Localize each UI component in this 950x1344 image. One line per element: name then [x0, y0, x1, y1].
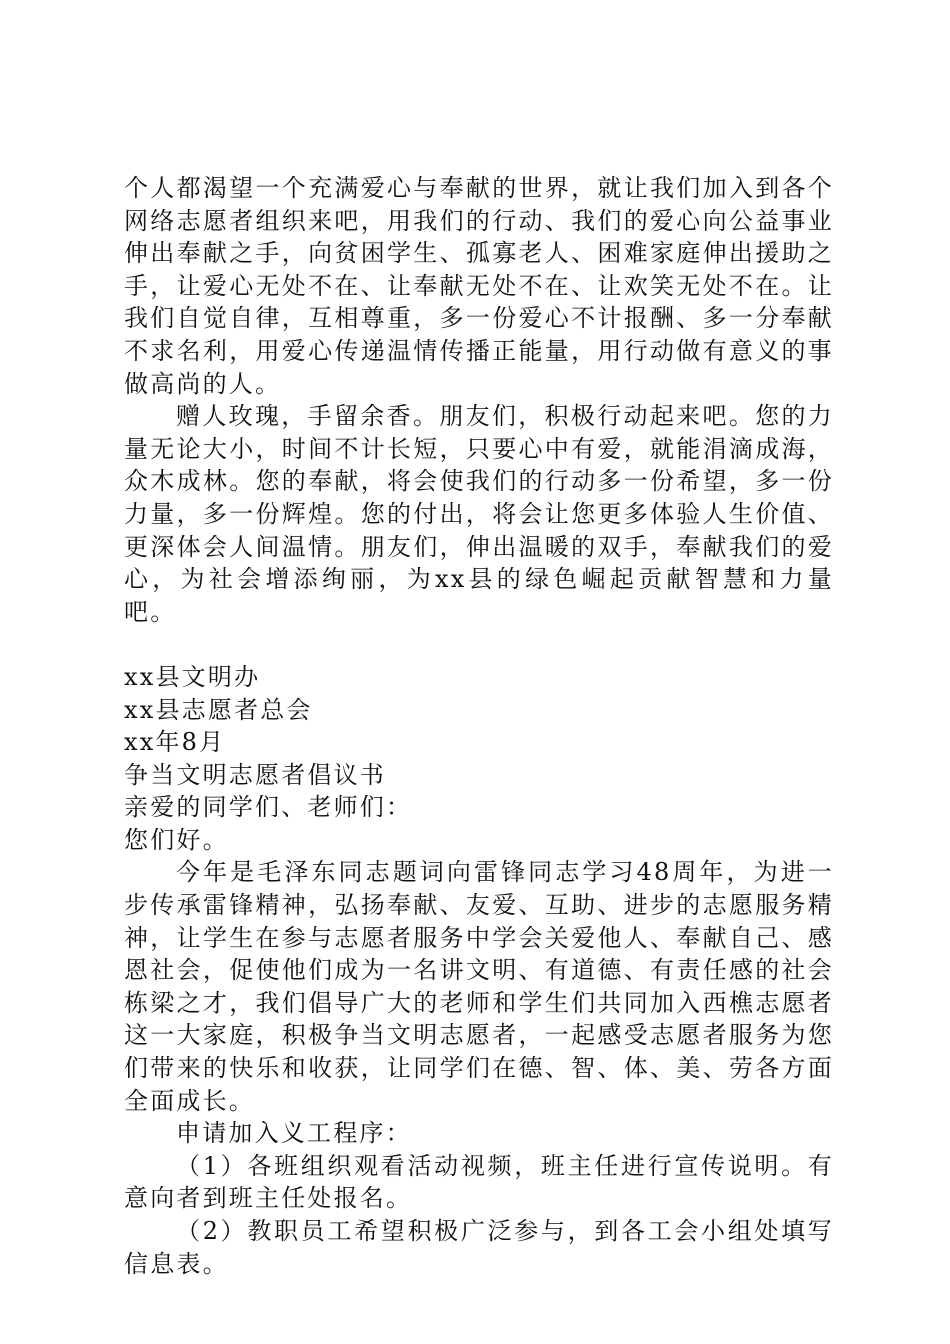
hello-line: 您们好。 [124, 825, 229, 854]
blank-line [124, 628, 834, 661]
paragraph-volunteer-call: 个人都渴望一个充满爱心与奉献的世界，就让我们加入到各个网络志愿者组织来吧，用我们的行动、我们的爱心向公益事业伸出奉献之手，向贫困学生、孤寡老人、困难家庭伸出援助之手，让爱心无处不在、让奉献无处不在、让欢笑无处不在。让我们自觉自律，互相尊重，多一份爱心不计报酬、多一分奉献不求名利，用爱心传递温情传播正能量，用行动做有意义的事做高尚的人。 [124, 174, 834, 398]
greeting-line: 亲爱的同学们、老师们： [124, 793, 413, 822]
signature-volunteer-association: xx县志愿者总会 [124, 695, 313, 724]
paragraph-procedure-heading: 申请加入义工程序： [176, 1119, 412, 1148]
procedure-step-2: （2）教职员工希望积极广泛参与，到各工会小组处填写信息表。 [124, 1217, 834, 1278]
section-title: 争当文明志愿者倡议书 [124, 760, 386, 789]
document-body [124, 172, 834, 1280]
signature-date: xx年8月 [124, 728, 226, 757]
paragraph-roses: 赠人玫瑰，手留余香。朋友们，积极行动起来吧。您的力量无论大小，时间不计长短，只要心中有爱，就能涓滴成海，众木成林。您的奉献，将会使我们的行动多一份希望，多一份力量，多一份辉煌。您的付出，将会让您更多体验人生价值、更深体会人间温情。朋友们，伸出温暖的双手，奉献我们的爱心，为社会增添绚丽，为xx县的绿色崛起贡献智慧和力量吧。 [124, 402, 834, 626]
paragraph-lei-feng: 今年是毛泽东同志题词向雷锋同志学习48周年，为进一步传承雷锋精神，弘扬奉献、友爱、互助、进步的志愿服务精神，让学生在参与志愿者服务中学会关爱他人、奉献自己、感恩社会，促使他们成为一名讲文明、有道德、有责任感的社会栋梁之才，我们倡导广大的老师和学生们共同加入西樵志愿者这一大家庭，积极争当文明志愿者，一起感受志愿者服务为您们带来的快乐和收获，让同学们在德、智、体、美、劳各方面全面成长。 [124, 858, 834, 1115]
signature-civilization-office: xx县文明办 [124, 662, 261, 691]
procedure-step-1: （1）各班组织观看活动视频，班主任进行宣传说明。有意向者到班主任处报名。 [124, 1151, 834, 1213]
